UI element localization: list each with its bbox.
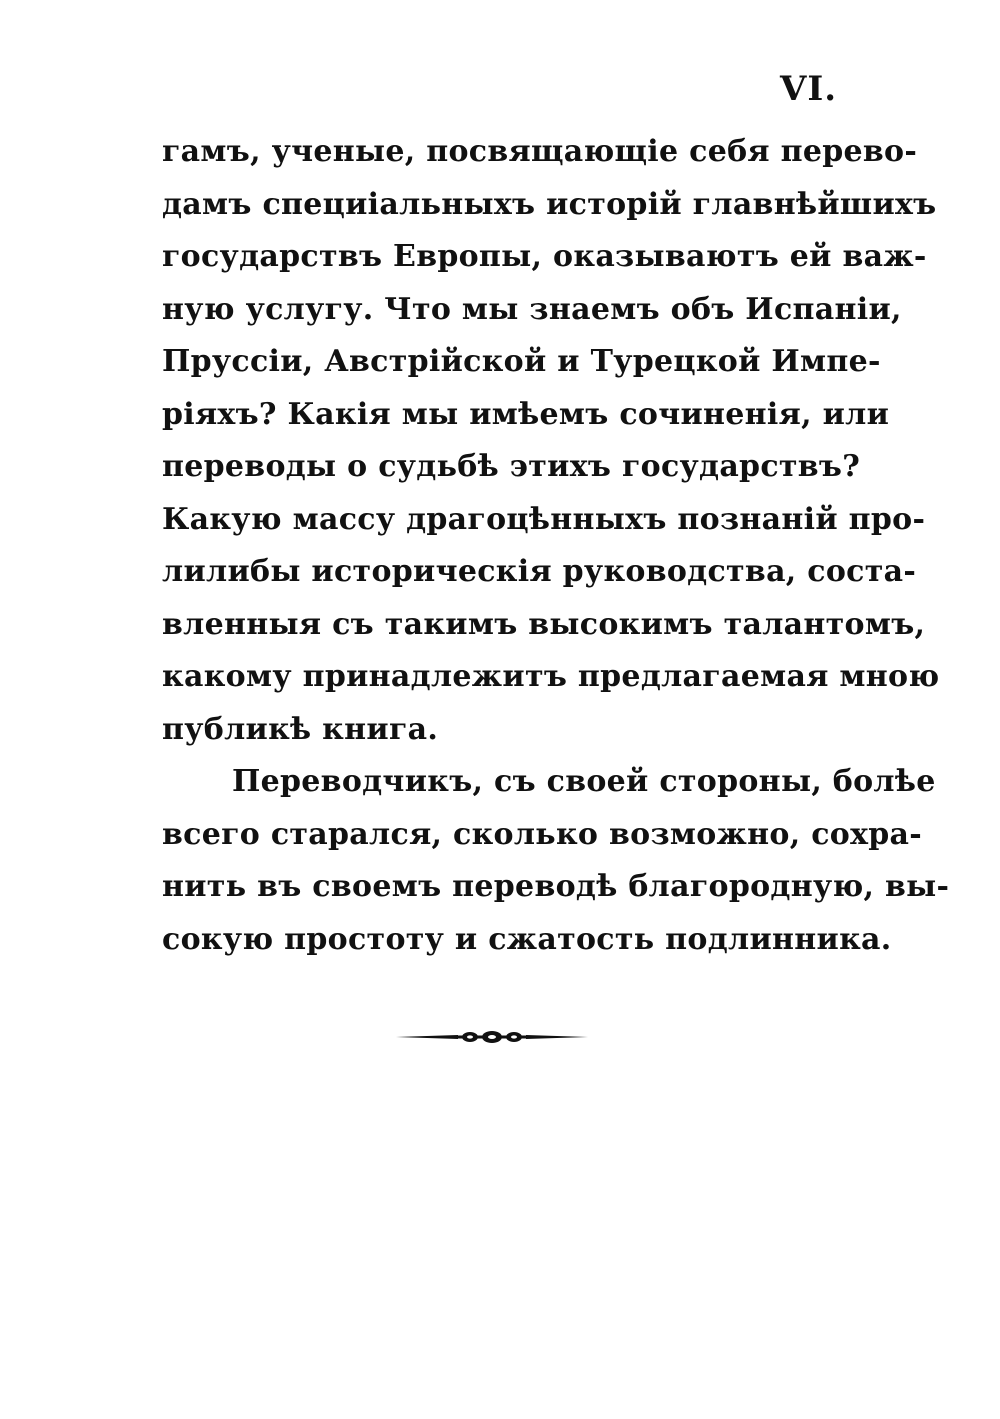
page-number: VI.	[780, 69, 838, 109]
ornament-divider	[396, 1024, 588, 1050]
text-line: государствъ Европы, оказываютъ ей важ-	[162, 239, 927, 274]
text-line: ную услугу. Что мы знаемъ объ Испаніи,	[162, 291, 902, 327]
paragraph-1	[162, 126, 940, 756]
text-line: какому принадлежитъ предлагаемая мною	[162, 659, 940, 694]
text-line: нить въ своемъ переводѣ благородную, вы-	[162, 869, 950, 904]
text-line: вленныя съ такимъ высокимъ талантомъ,	[162, 606, 926, 642]
paragraph-2	[162, 756, 950, 966]
text-line: Какую массу драгоцѣнныхъ познаній про-	[162, 501, 926, 537]
ornament-divider-icon	[396, 1024, 588, 1050]
text-line: переводы о судьбѣ этихъ государствъ?	[162, 449, 861, 484]
text-line: всего старался, сколько возможно, сохра-	[162, 816, 923, 852]
text-line: публикѣ книга.	[162, 711, 439, 747]
text-line: Пруссіи, Австрійской и Турецкой Импе-	[162, 344, 881, 379]
text-line: гамъ, ученые, посвящающіе себя перево-	[162, 134, 918, 169]
text-line: сокую простоту и сжатость подлинника.	[162, 921, 892, 957]
page-text	[162, 126, 950, 966]
text-line: Переводчикъ, съ своей стороны, болѣе	[232, 764, 936, 799]
text-line: ріяхъ? Какія мы имѣемъ сочиненія, или	[162, 396, 890, 432]
text-line: дамъ специіальныхъ исторій главнѣйшихъ	[162, 186, 937, 222]
text-line: лилибы историческія руководства, соста-	[162, 554, 917, 589]
